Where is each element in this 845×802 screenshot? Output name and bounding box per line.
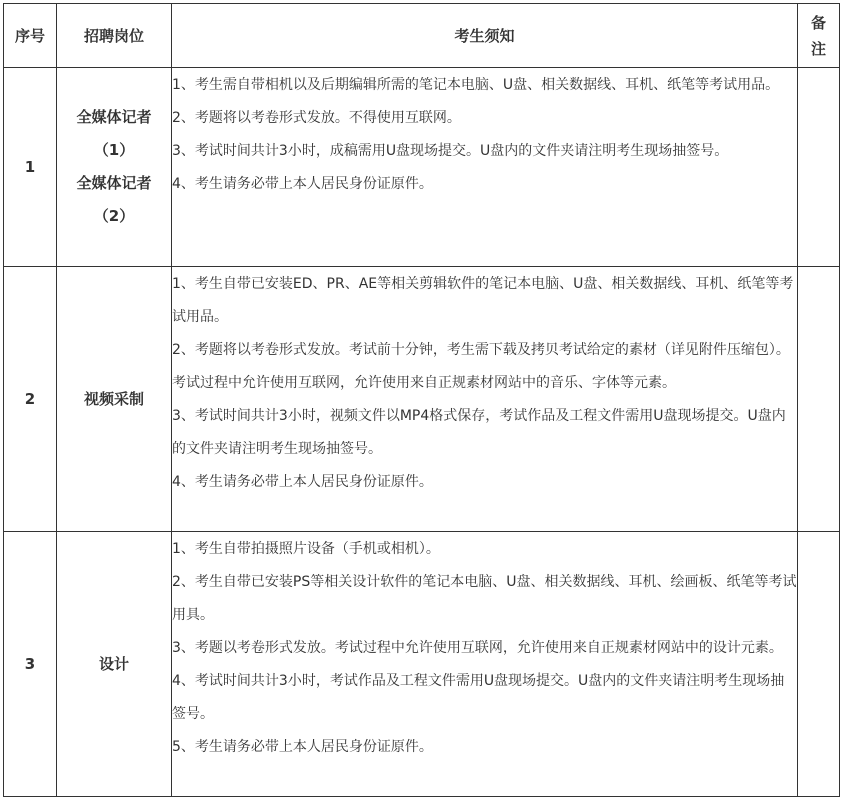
position-line: 全媒体记者: [76, 108, 152, 126]
note-item: 2、考生自带已安装PS等相关设计软件的笔记本电脑、U盘、相关数据线、耳机、绘画板、纸笔等考试用具。: [172, 574, 797, 623]
header-remark-top: 备: [810, 13, 826, 32]
table-header-row: [4, 4, 840, 68]
note-item: 3、考试时间共计3小时，成稿需用U盘现场提交。U盘内的文件夹请注明考生现场抽签号。: [172, 143, 729, 159]
row-remark: [798, 532, 840, 797]
position-line: （2）: [93, 207, 135, 225]
position-line: 设计: [98, 654, 129, 673]
note-item: 2、考题将以考卷形式发放。不得使用互联网。: [172, 110, 461, 126]
row-notes: [172, 68, 798, 267]
header-remark-bottom: 注: [810, 39, 826, 58]
header-num: 序号: [4, 4, 57, 68]
position-line: 全媒体记者: [76, 174, 152, 192]
note-item: 3、考题以考卷形式发放。考试过程中允许使用互联网，允许使用来自正规素材网站中的设计元素。: [172, 640, 783, 656]
note-item: 1、考生需自带相机以及后期编辑所需的笔记本电脑、U盘、相关数据线、耳机、纸笔等考试用品。: [172, 77, 780, 93]
row-remark: [798, 68, 840, 267]
note-item: 4、考生请务必带上本人居民身份证原件。: [172, 474, 433, 490]
row-position: [57, 267, 172, 532]
row-num: 3: [4, 532, 57, 797]
note-item: 2、考题将以考卷形式发放。考试前十分钟，考生需下载及拷贝考试给定的素材（详见附件压缩包）。考试过程中允许使用互联网，允许使用来自正规素材网站中的音乐、字体等元素。: [172, 342, 790, 391]
row-num: 1: [4, 68, 57, 267]
note-item: 3、考试时间共计3小时，视频文件以MP4格式保存，考试作品及工程文件需用U盘现场提交。U盘内的文件夹请注明考生现场抽签号。: [172, 408, 786, 457]
row-remark: [798, 267, 840, 532]
row-position: [57, 68, 172, 267]
note-item: 1、考生自带已安装ED、PR、AE等相关剪辑软件的笔记本电脑、U盘、相关数据线、耳机、纸笔等考试用品。: [172, 276, 794, 325]
row-notes: [172, 532, 798, 797]
row-num: 2: [4, 267, 57, 532]
table-row: [4, 267, 840, 532]
header-remark: [798, 4, 840, 68]
header-notes: 考生须知: [172, 4, 798, 68]
table-row: [4, 68, 840, 267]
exam-notice-table: [3, 3, 840, 797]
note-item: 4、考试时间共计3小时，考试作品及工程文件需用U盘现场提交。U盘内的文件夹请注明考生现场抽签号。: [172, 673, 785, 722]
row-notes: [172, 267, 798, 532]
header-position: 招聘岗位: [57, 4, 172, 68]
position-line: 视频采制: [83, 389, 144, 408]
note-item: 1、考生自带拍摄照片设备（手机或相机）。: [172, 541, 440, 557]
table-row: [4, 532, 840, 797]
row-position: [57, 532, 172, 797]
note-item: 4、考生请务必带上本人居民身份证原件。: [172, 176, 433, 192]
note-item: 5、考生请务必带上本人居民身份证原件。: [172, 739, 433, 755]
position-line: （1）: [93, 141, 135, 159]
